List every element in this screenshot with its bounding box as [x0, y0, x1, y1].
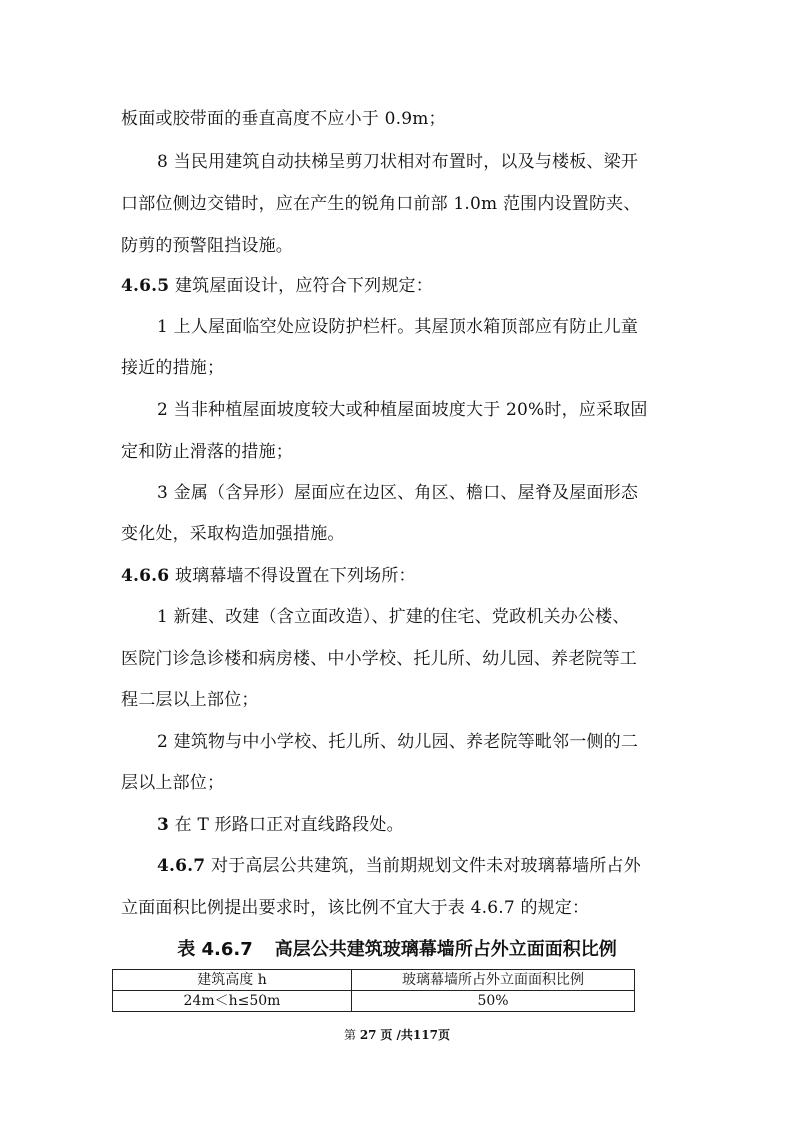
text-line: 口部位侧边交错时，应在产生的锐角口前部 1.0m 范围内设置防夹、: [121, 194, 641, 214]
text-line: 1 上人屋面临空处应设防护栏杆。其屋顶水箱顶部应有防止儿童: [157, 317, 639, 337]
text-line: 板面或胶带面的垂直高度不应小于 0.9m；: [121, 109, 446, 129]
text-line: 8 当民用建筑自动扶梯呈剪刀状相对布置时，以及与楼板、梁开: [157, 152, 639, 172]
table-caption-title: 高层公共建筑玻璃幕墙所占外立面面积比例: [274, 939, 617, 960]
glass-curtain-wall-ratio-table: [112, 969, 635, 1012]
clause-4-6-6: 4.6.6 玻璃幕墙不得设置在下列场所：: [121, 566, 416, 586]
page-total: 117: [412, 1028, 438, 1042]
table-caption-number: 表 4.6.7: [177, 939, 253, 960]
page-footer: 第 27 页 /共117页: [343, 1028, 450, 1042]
table-caption: [0, 938, 794, 962]
table-header-row: [113, 970, 635, 991]
clause-number: 4.6.7: [157, 856, 206, 876]
clause-number: 4.6.6: [121, 566, 170, 586]
clause-4-6-5: 4.6.5 建筑屋面设计，应符合下列规定：: [121, 276, 433, 296]
table-header-cell: 玻璃幕墙所占外立面面积比例: [352, 970, 635, 991]
table-row: [113, 991, 635, 1012]
table-cell: 24m＜h≤50m: [113, 991, 352, 1012]
text-line: 程二层以上部位；: [121, 690, 259, 710]
clause-number: 4.6.5: [121, 276, 170, 296]
text-line: 3 金属（含异形）屋面应在边区、角区、檐口、屋脊及屋面形态: [157, 483, 639, 503]
text-line: 医院门诊急诊楼和病房楼、中小学校、托儿所、幼儿园、养老院等工: [121, 649, 637, 669]
text-line: 定和防止滑落的措施；: [121, 442, 293, 462]
text-line: 1 新建、改建（含立面改造）、扩建的住宅、党政机关办公楼、: [157, 607, 630, 627]
text-line: 防剪的预警阻挡设施。: [121, 236, 293, 256]
table-header-cell: 建筑高度 h: [113, 970, 352, 991]
clause-4-6-7: 4.6.7 对于高层公共建筑，当前期规划文件未对玻璃幕墙所占外: [157, 856, 641, 876]
text-line: 立面面积比例提出要求时，该比例不宜大于表 4.6.7 的规定：: [121, 898, 590, 918]
item-number: 3: [157, 815, 170, 835]
text-line: 3 在 T 形路口正对直线路段处。: [157, 815, 404, 835]
text-line: 接近的措施；: [121, 358, 225, 378]
table-cell: 50%: [352, 991, 635, 1012]
text-line: 2 建筑物与中小学校、托儿所、幼儿园、养老院等毗邻一侧的二: [157, 732, 639, 752]
text-line: 2 当非种植屋面坡度较大或种植屋面坡度大于 20%时，应采取固: [157, 400, 648, 420]
text-line: 层以上部位；: [121, 773, 225, 793]
text-line: 变化处，采取构造加强措施。: [121, 524, 345, 544]
page-number: 27: [359, 1028, 377, 1042]
